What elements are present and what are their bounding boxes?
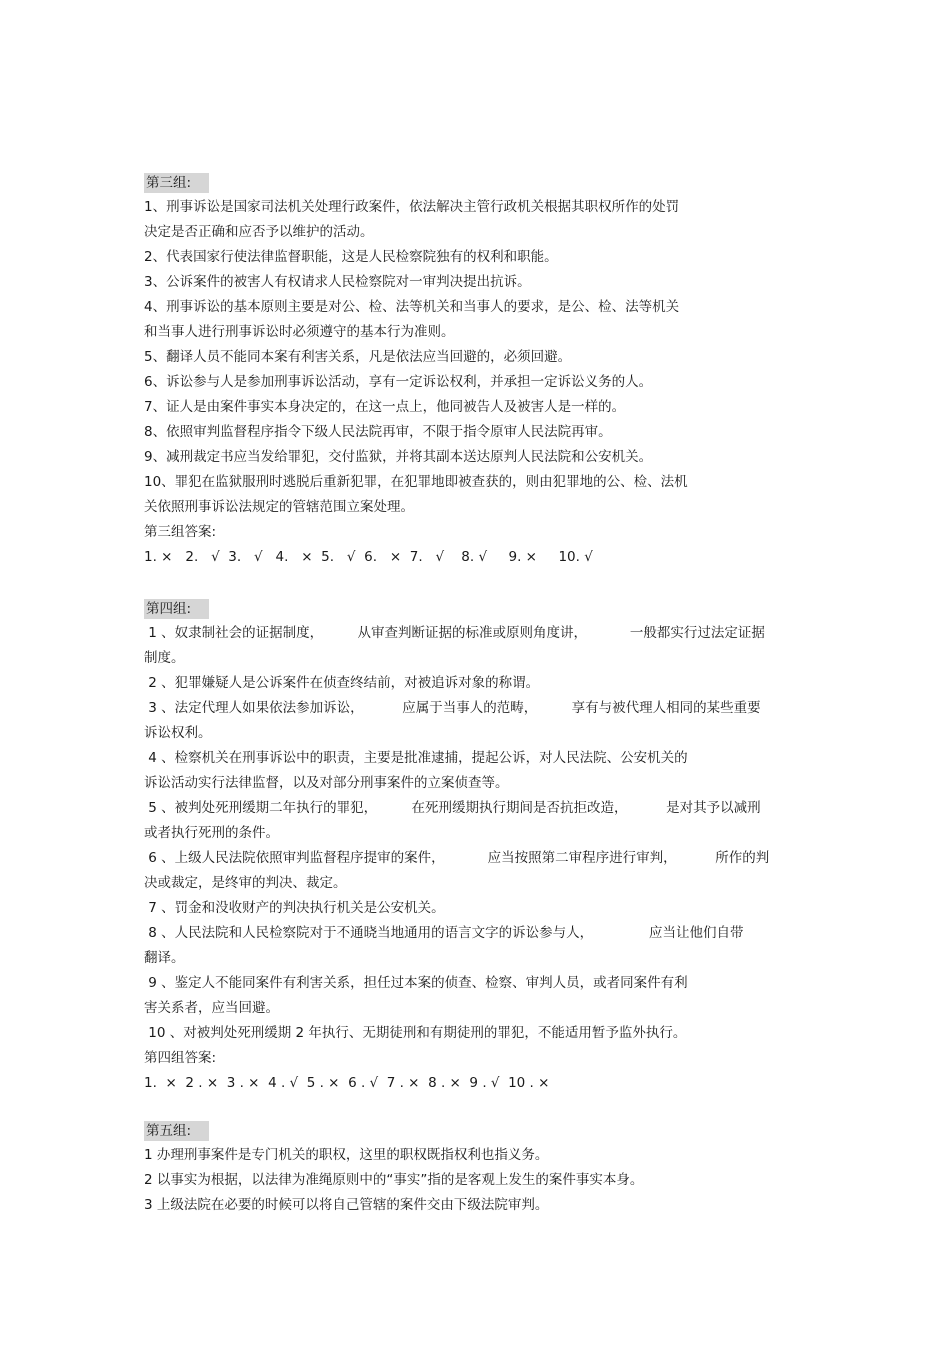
group-5-heading: 第五组: (144, 1121, 209, 1141)
group-4-answers: 1. × 2 . × 3 . × 4 . √ 5 . × 6 . √ 7 . × 8 . × 9 . √ 10 . × (144, 1075, 550, 1091)
group-3-line: 9、减刑裁定书应当发给罪犯，交付监狱，并将其副本送达原判人民法院和公安机关。 (144, 449, 653, 465)
group-3-questions (144, 195, 824, 520)
group-4-line: 翻译。 (144, 950, 185, 966)
group-4-line: 或者执行死刑的条件。 (144, 825, 279, 841)
group-4-line: 决或裁定，是终审的判决、裁定。 (144, 875, 347, 891)
group-4-line: 诉讼权利。 (144, 725, 212, 741)
group-3-section (144, 172, 824, 570)
group-4-line: 3 、法定代理人如果依法参加诉讼， 应属于当事人的范畴， 享有与被代理人相同的某些重要 (144, 700, 761, 716)
group-3-answer-title: 第三组答案: (144, 524, 217, 540)
group-4-questions (144, 621, 824, 1046)
group-4-line: 8 、人民法院和人民检察院对于不通晓当地通用的语言文字的诉讼参与人， 应当让他们自带 (144, 925, 744, 941)
group-4-line: 4 、检察机关在刑事诉讼中的职责，主要是批准逮捕，提起公诉，对人民法院、公安机关的 (144, 750, 688, 766)
group-4-line: 诉讼活动实行法律监督，以及对部分刑事案件的立案侦查等。 (144, 775, 509, 791)
group-3-line: 2、代表国家行使法律监督职能，这是人民检察院独有的权利和职能。 (144, 249, 558, 265)
group-3-line: 决定是否正确和应否予以维护的活动。 (144, 224, 374, 240)
group-4-line: 制度。 (144, 650, 185, 666)
group-3-line: 8、依照审判监督程序指令下级人民法院再审，不限于指令原审人民法院再审。 (144, 424, 612, 440)
group-4-line: 害关系者，应当回避。 (144, 1000, 279, 1016)
group-3-line: 6、诉讼参与人是参加刑事诉讼活动，享有一定诉讼权利，并承担一定诉讼义务的人。 (144, 374, 653, 390)
group-5-line: 2 以事实为根据，以法律为准绳原则中的“事实”指的是客观上发生的案件事实本身。 (144, 1172, 644, 1188)
group-3-answers: 1. × 2. √ 3. √ 4. × 5. √ 6. × 7. √ 8. √ 9. × 10. √ (144, 549, 593, 565)
group-4-line: 7 、罚金和没收财产的判决执行机关是公安机关。 (144, 900, 445, 916)
group-4-line: 10 、对被判处死刑缓期 2 年执行、无期徒刑和有期徒刑的罪犯，不能适用暂予监外执行。 (144, 1025, 687, 1041)
group-4-section (144, 598, 824, 1096)
group-5-section (144, 1120, 824, 1218)
group-3-line: 关依照刑事诉讼法规定的管辖范围立案处理。 (144, 499, 414, 515)
group-3-line: 10、罪犯在监狱服刑时逃脱后重新犯罪，在犯罪地即被查获的，则由犯罪地的公、检、法机 (144, 474, 688, 490)
group-3-line: 4、刑事诉讼的基本原则主要是对公、检、法等机关和当事人的要求，是公、检、法等机关 (144, 299, 680, 315)
group-4-line: 5 、被判处死刑缓期二年执行的罪犯， 在死刑缓期执行期间是否抗拒改造， 是对其予以减刑 (144, 800, 761, 816)
group-5-line: 3 上级法院在必要的时候可以将自己管辖的案件交由下级法院审判。 (144, 1197, 549, 1213)
group-3-line: 1、刑事诉讼是国家司法机关处理行政案件，依法解决主管行政机关根据其职权所作的处罚 (144, 199, 680, 215)
group-5-questions (144, 1143, 824, 1218)
group-4-line: 1 、奴隶制社会的证据制度， 从审查判断证据的标准或原则角度讲， 一般都实行过法定证据 (144, 625, 765, 641)
group-3-heading: 第三组: (144, 173, 209, 193)
group-3-line: 3、公诉案件的被害人有权请求人民检察院对一审判决提出抗诉。 (144, 274, 531, 290)
group-3-line: 7、证人是由案件事实本身决定的，在这一点上，他同被告人及被害人是一样的。 (144, 399, 626, 415)
group-4-line: 9 、鉴定人不能同案件有利害关系，担任过本案的侦查、检察、审判人员，或者同案件有利 (144, 975, 688, 991)
group-4-line: 6 、上级人民法院依照审判监督程序提审的案件， 应当按照第二审程序进行审判， 所作的判 (144, 850, 770, 866)
group-4-line: 2 、犯罪嫌疑人是公诉案件在侦查终结前，对被追诉对象的称谓。 (144, 675, 540, 691)
group-4-heading: 第四组: (144, 599, 209, 619)
group-3-line: 5、翻译人员不能同本案有利害关系，凡是依法应当回避的，必须回避。 (144, 349, 572, 365)
group-4-answer-title: 第四组答案: (144, 1050, 217, 1066)
group-3-line: 和当事人进行刑事诉讼时必须遵守的基本行为准则。 (144, 324, 455, 340)
group-5-line: 1 办理刑事案件是专门机关的职权，这里的职权既指权利也指义务。 (144, 1147, 549, 1163)
